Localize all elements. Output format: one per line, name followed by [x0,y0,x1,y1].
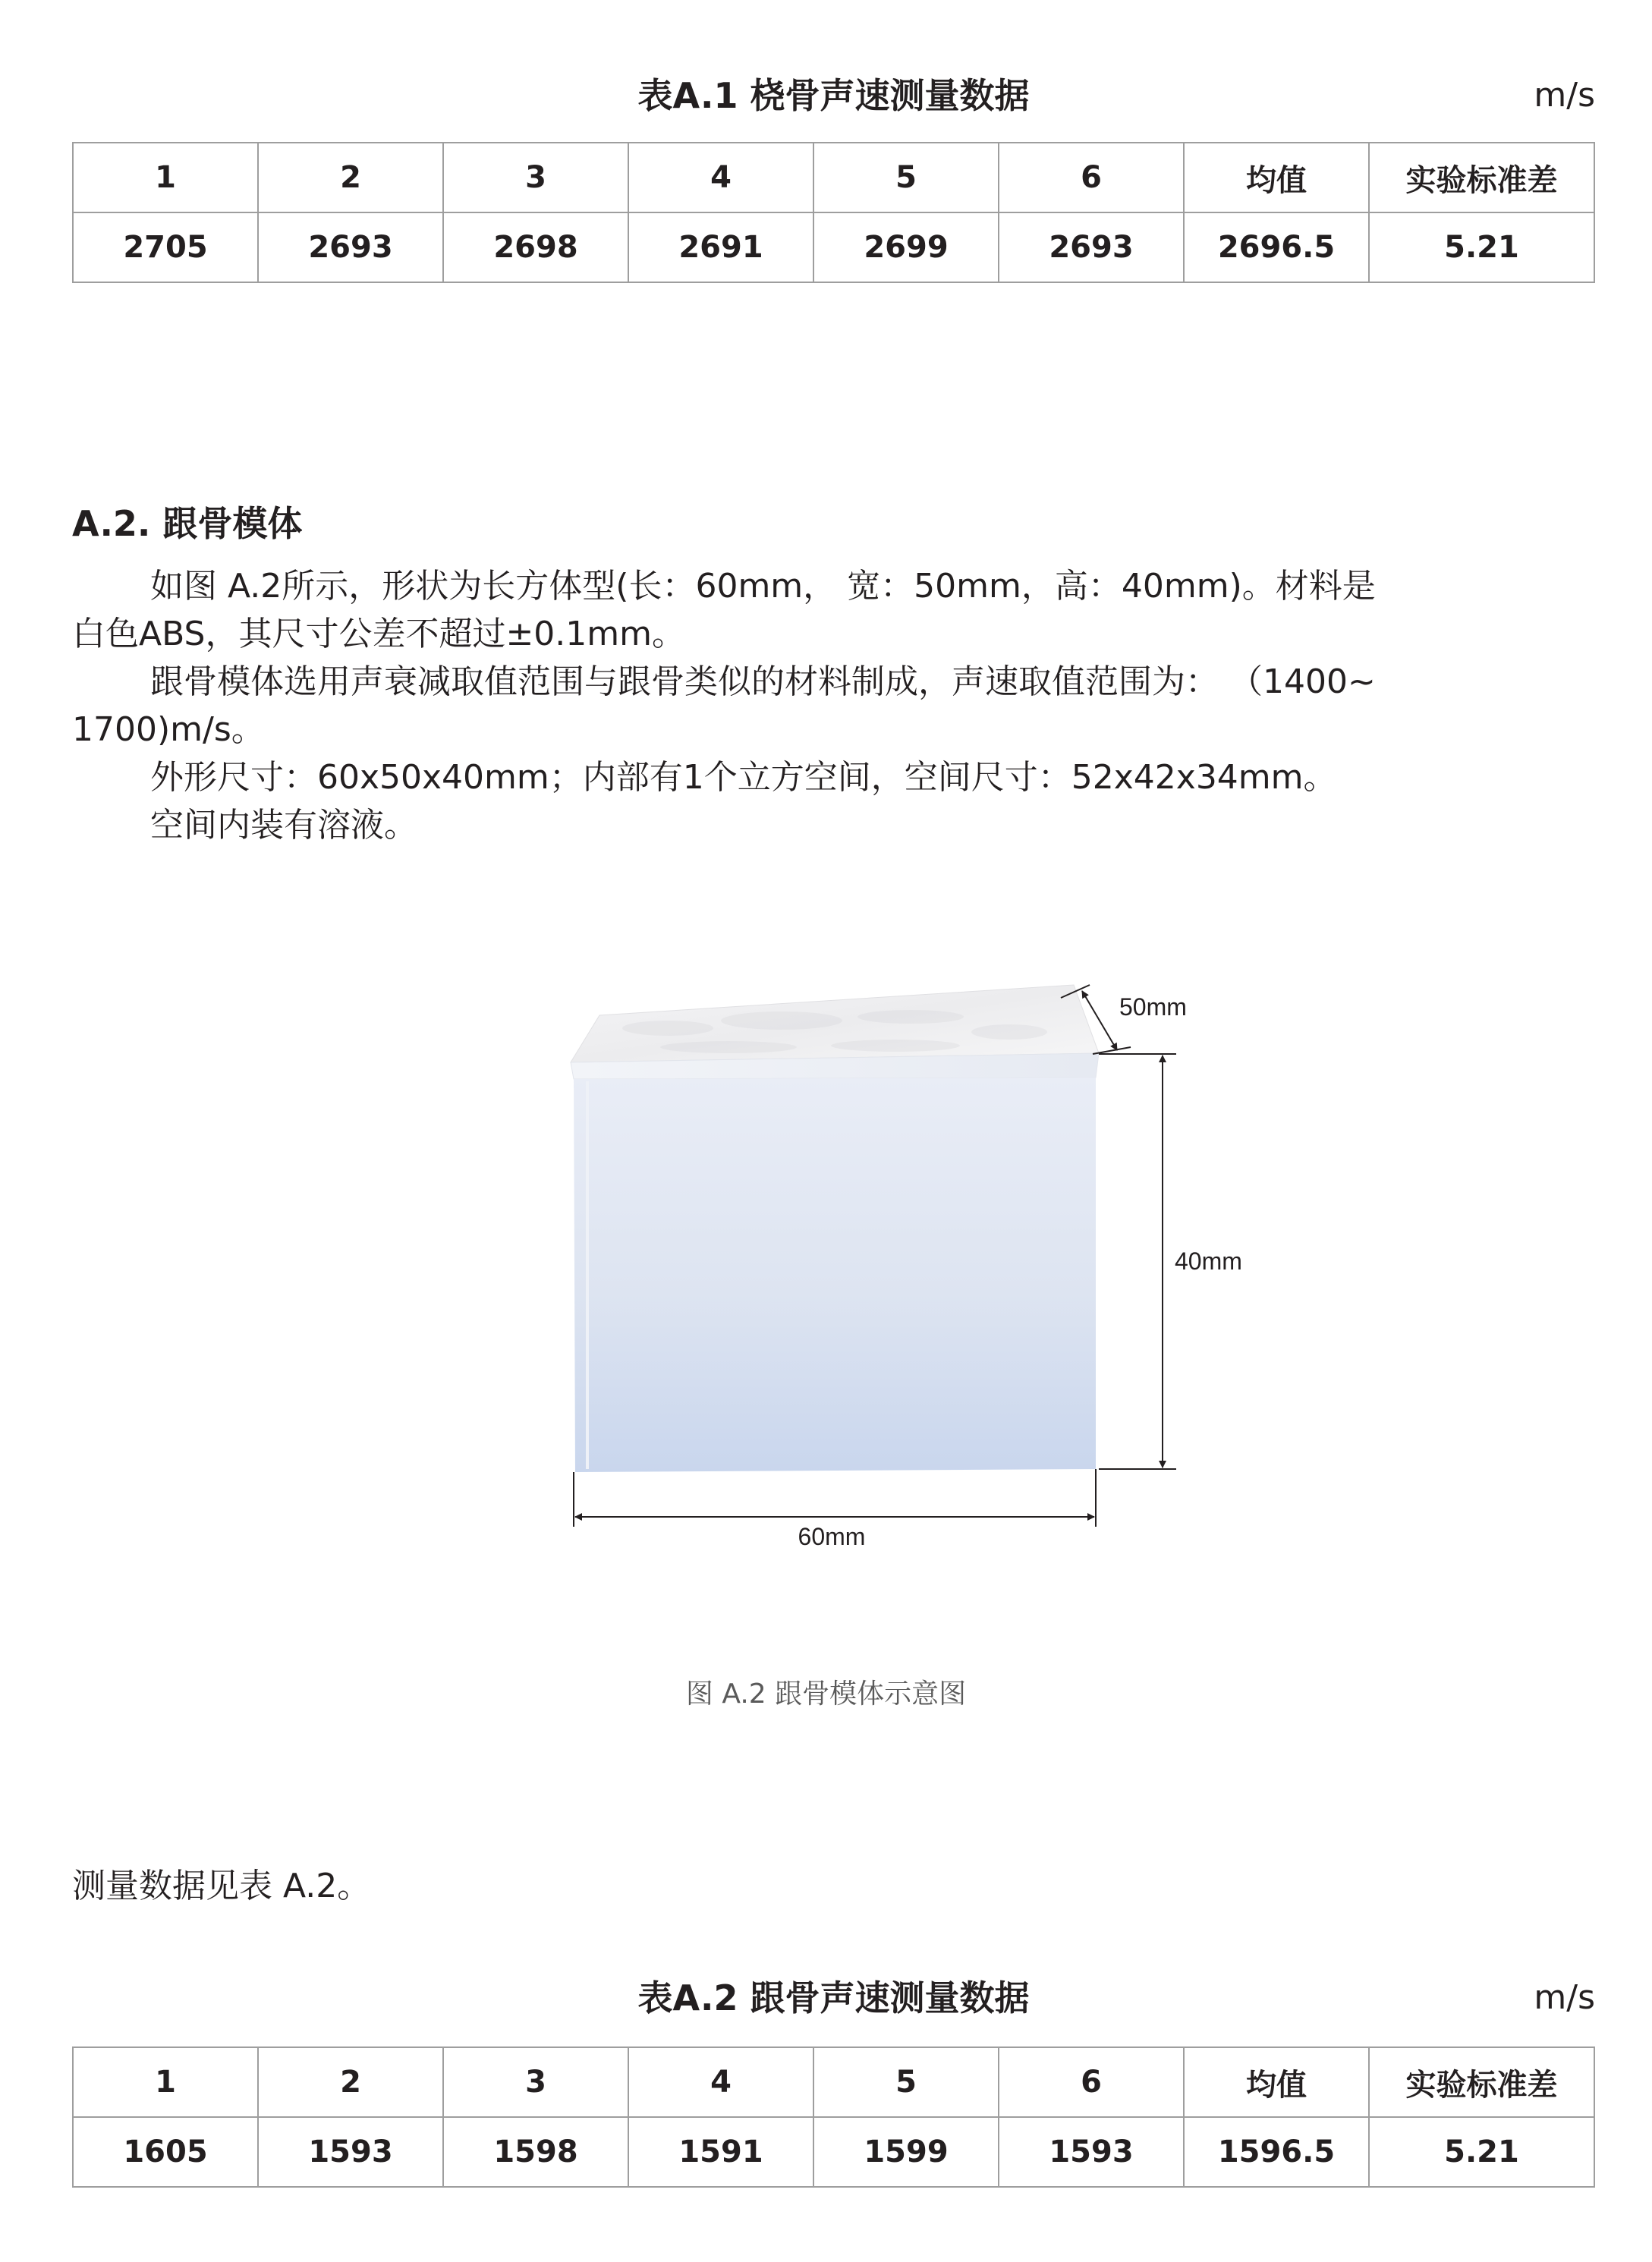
table1-title: 表A.1 桡骨声速测量数据 [637,75,1030,116]
table1-unit: m/s [1534,76,1595,115]
table-header-cell: 4 [628,143,813,212]
dimension-height [1099,1054,1242,1469]
table-header-cell: 3 [443,143,628,212]
table-cell: 5.21 [1369,212,1594,282]
dim-height-label: 40mm [1175,1247,1242,1275]
table-cell: 5.21 [1369,2117,1594,2187]
table2-title: 表A.2 跟骨声速测量数据 [637,1977,1030,2018]
table-cell: 1593 [999,2117,1184,2187]
figure-caption: 图 A.2 跟骨模体示意图 [685,1678,967,1710]
table-header-cell: 均值 [1184,143,1369,212]
table-header-cell: 4 [628,2047,813,2117]
table-header-cell: 6 [999,2047,1184,2117]
dim-length-label: 60mm [798,1523,866,1550]
phantom-front-face [574,1078,1096,1472]
table-cell: 2699 [813,212,999,282]
table-cell: 1599 [813,2117,999,2187]
body-line: 白色ABS，其尺寸公差不超过±0.1mm。 [72,615,686,653]
table-header-cell: 1 [73,143,258,212]
body-line: 空间内装有溶液。 [150,806,417,845]
table-cell: 2691 [628,212,813,282]
body-line: 外形尺寸：60x50x40mm；内部有1个立方空间，空间尺寸：52x42x34mm。 [150,758,1337,797]
table-row [73,2117,1594,2187]
dimension-length [574,1469,1096,1550]
table-cell: 1605 [73,2117,258,2187]
dim-width-label: 50mm [1119,993,1187,1021]
table2-unit: m/s [1534,1978,1595,2017]
table-header-cell: 均值 [1184,2047,1369,2117]
section-heading: A.2. 跟骨模体 [72,503,303,544]
table-header-cell: 1 [73,2047,258,2117]
table-cell: 1596.5 [1184,2117,1369,2187]
table-header-cell: 实验标准差 [1369,143,1594,212]
table-header-row [73,2047,1594,2117]
body-line: 跟骨模体选用声衰减取值范围与跟骨类似的材料制成，声速取值范围为： （1400~ [150,662,1376,701]
table-header-cell: 6 [999,143,1184,212]
body-line: 1700)m/s。 [72,710,265,749]
table-cell: 2705 [73,212,258,282]
table-cell: 2693 [258,212,443,282]
body-line: 如图 A.2所示，形状为长方体型(长：60mm， 宽：50mm，高：40mm)。材料是 [150,567,1376,606]
table-cell: 2693 [999,212,1184,282]
table-cell: 1598 [443,2117,628,2187]
table2 [72,2046,1595,2188]
table-header-cell: 3 [443,2047,628,2117]
table-header-cell: 实验标准差 [1369,2047,1594,2117]
phantom-block [571,985,1099,1472]
reference-text: 测量数据见表 A.2。 [72,1867,371,1905]
table-header-cell: 5 [813,143,999,212]
table-header-cell: 2 [258,2047,443,2117]
table-cell: 1591 [628,2117,813,2187]
table-header-cell: 5 [813,2047,999,2117]
table-header-cell: 2 [258,143,443,212]
table2-header [72,1975,1595,2021]
table-cell: 2698 [443,212,628,282]
table-cell: 2696.5 [1184,212,1369,282]
table-cell: 1593 [258,2117,443,2187]
